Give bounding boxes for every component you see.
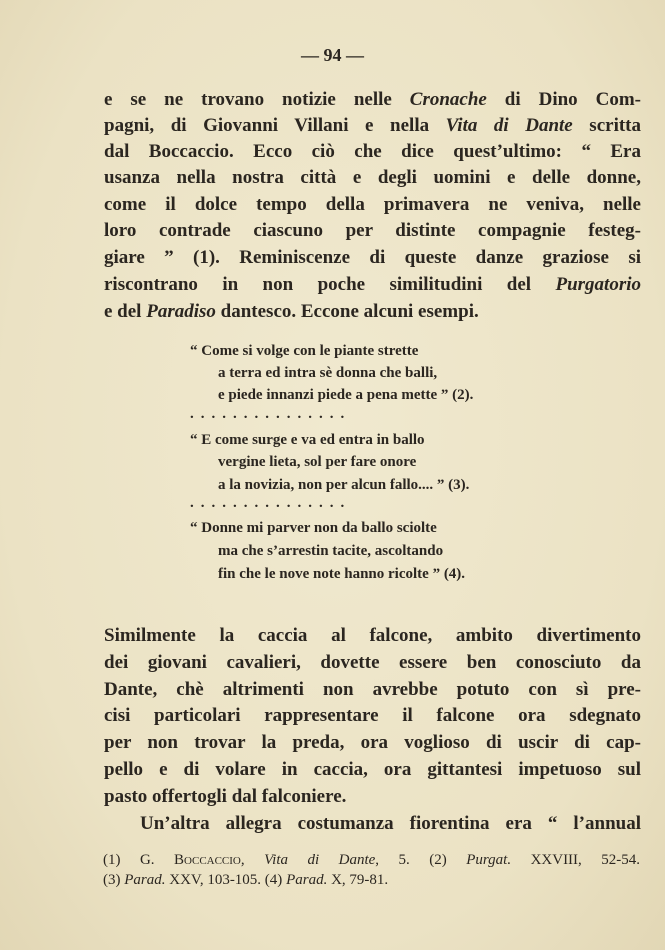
text-segment: Similmente la caccia al falcone, ambito divertimento bbox=[104, 625, 641, 646]
text-segment: e se ne trovano notizie nelle bbox=[104, 89, 410, 110]
paragraph-line bbox=[104, 730, 641, 756]
verse-separator: ............... bbox=[190, 495, 352, 511]
text-segment: (1) G. bbox=[103, 852, 175, 868]
verse-line: vergine lieta, sol per fare onore bbox=[218, 454, 417, 470]
text-segment: di Dino Com- bbox=[486, 89, 641, 110]
text-segment: X, 79-81. bbox=[327, 872, 389, 888]
text-segment: giare ” (1). Reminiscenze di queste danze graziose si bbox=[104, 247, 641, 268]
paragraph-line bbox=[104, 113, 641, 139]
italic-text: Vita di Dante bbox=[445, 115, 573, 136]
text-segment: dal Boccaccio. Ecco ciò che dice quest’ultimo: “ Era bbox=[104, 141, 641, 162]
text-segment: riscontrano in non poche similitudini del bbox=[104, 274, 556, 295]
verse-line: ma che s’arrestin tacite, ascoltando bbox=[218, 543, 444, 559]
text-segment: pello e di volare in caccia, ora gittantesi impetuoso sul bbox=[104, 759, 641, 780]
footnote-line bbox=[103, 870, 640, 890]
verse-line: “ E come surge e va ed entra in ballo bbox=[190, 432, 425, 448]
italic-text: Purgatorio bbox=[555, 274, 641, 295]
text-segment: XXV, 103-105. (4) bbox=[165, 872, 287, 888]
text-segment: XXVIII, 52-54. bbox=[511, 852, 641, 868]
text-segment: Un’altra allegra costumanza fiorentina era “ l’annual bbox=[140, 813, 641, 834]
paragraph-line bbox=[104, 784, 641, 810]
paragraph-line bbox=[104, 165, 641, 191]
paragraph-line bbox=[104, 677, 641, 703]
verse-separator: ............... bbox=[190, 406, 352, 422]
text-segment: Dante, chè altrimenti non avrebbe potuto con sì pre- bbox=[104, 679, 641, 700]
paragraph-line bbox=[104, 245, 641, 271]
verse-line: “ Donne mi parver non da ballo sciolte bbox=[190, 520, 437, 536]
verse-line: “ Come si volge con le piante strette bbox=[190, 343, 419, 359]
text-segment: pasto offertogli dal falconiere. bbox=[104, 786, 347, 807]
text-segment: loro contrade ciascuno per distinte compagnie festeg- bbox=[104, 220, 641, 241]
paragraph-line bbox=[104, 703, 641, 729]
paragraph-line bbox=[104, 757, 641, 783]
paragraph-line bbox=[104, 272, 641, 298]
text-segment: , 5. (2) bbox=[375, 852, 467, 868]
italic-text: Paradiso bbox=[146, 301, 216, 322]
verse-line: a terra ed intra sè donna che balli, bbox=[218, 365, 438, 381]
paragraph-line bbox=[104, 218, 641, 244]
text-segment: per non trovar la preda, ora voglioso di uscir di cap- bbox=[104, 732, 641, 753]
paragraph-line bbox=[104, 192, 641, 218]
text-segment: cisi particolari rappresentare il falcone ora sdegnato bbox=[104, 705, 641, 726]
italic-text: Vita di Dante bbox=[264, 852, 376, 868]
paragraph-line bbox=[104, 139, 641, 165]
verse-line: a la novizia, non per alcun fallo.... ” (3). bbox=[218, 477, 470, 493]
page-number: — 94 — bbox=[301, 45, 364, 65]
paragraph-line bbox=[104, 623, 641, 649]
text-segment: dantesco. Eccone alcuni esempi. bbox=[215, 301, 479, 322]
text-segment: , bbox=[240, 852, 265, 868]
paragraph-line bbox=[104, 299, 641, 325]
text-segment: dei giovani cavalieri, dovette essere ben conosciuto da bbox=[104, 652, 641, 673]
verse-line: e piede innanzi piede a pena mette ” (2). bbox=[218, 387, 474, 403]
paragraph-line bbox=[140, 811, 641, 837]
paragraph-line bbox=[104, 650, 641, 676]
footnote-line bbox=[103, 850, 640, 870]
text-segment: (3) bbox=[103, 872, 125, 888]
text-segment: pagni, di Giovanni Villani e nella bbox=[104, 115, 446, 136]
text-segment: usanza nella nostra città e degli uomini e delle donne, bbox=[104, 167, 641, 188]
text-segment: come il dolce tempo della primavera ne veniva, nelle bbox=[104, 194, 641, 215]
italic-text: Parad. bbox=[286, 872, 328, 888]
verse-line: fin che le nove note hanno ricolte ” (4). bbox=[218, 566, 466, 582]
paragraph-line bbox=[104, 87, 641, 113]
text-segment: Boccaccio bbox=[174, 852, 241, 868]
italic-text: Parad. bbox=[124, 872, 166, 888]
text-segment: scritta bbox=[572, 115, 641, 136]
italic-text: Purgat. bbox=[466, 852, 512, 868]
text-segment: e del bbox=[104, 301, 147, 322]
italic-text: Cronache bbox=[409, 89, 487, 110]
